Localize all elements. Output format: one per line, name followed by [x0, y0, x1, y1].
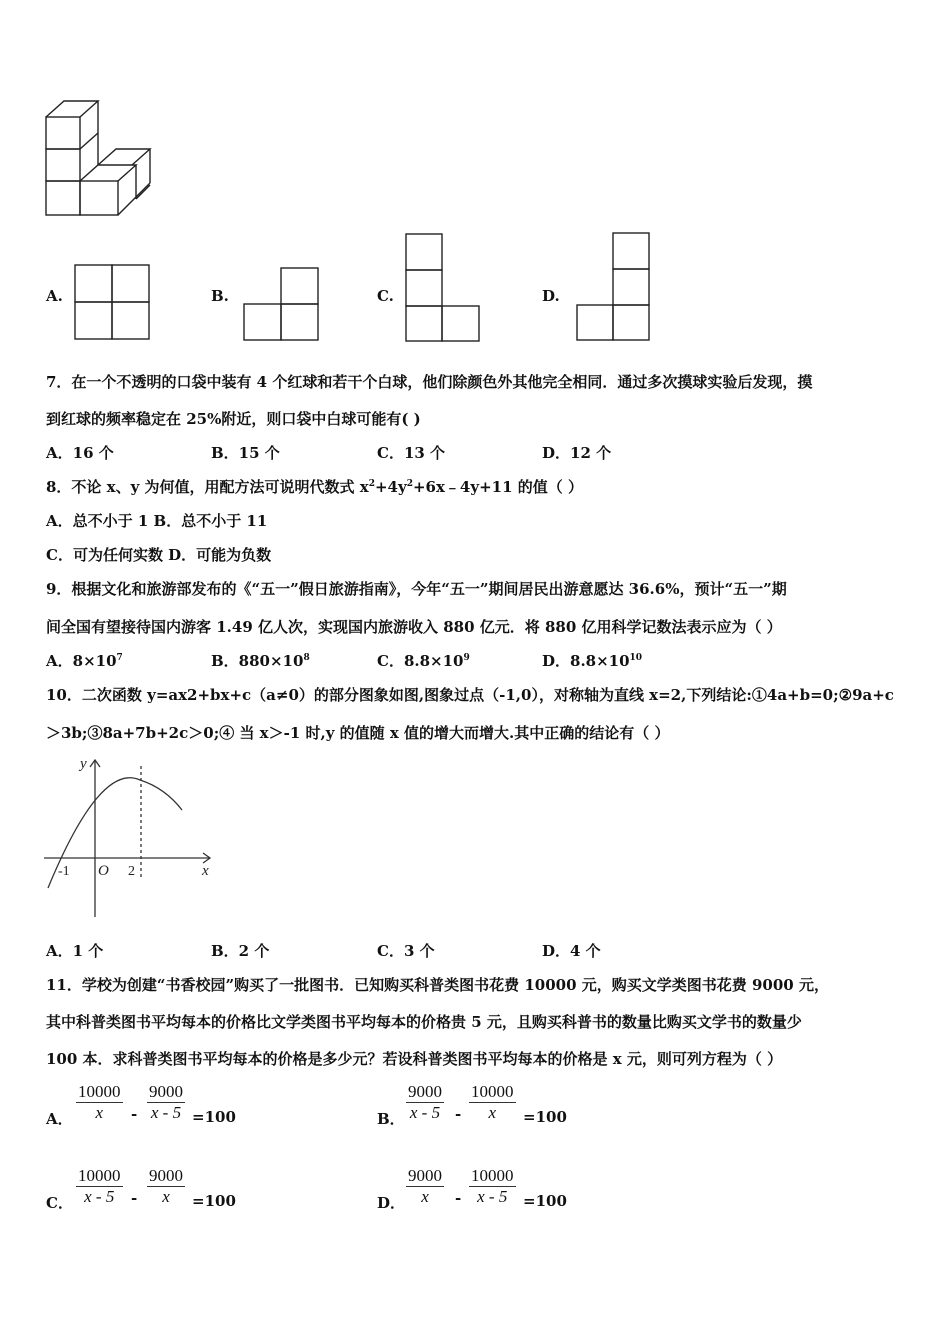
q9-stem-line-2: 间全国有望接待国内游客 1.49 亿人次，实现国内旅游收入 880 亿元．将 880 亿用科学记数法表示应为（ ） [46, 618, 782, 636]
q9-option-b-exponent: 8 [303, 653, 310, 663]
denominator: x [95, 1103, 104, 1122]
q9-option-c-exponent: 9 [463, 653, 470, 663]
q11-option-d-fraction-2 [469, 1166, 516, 1207]
q9-option-a-base: A．8×10 [46, 652, 117, 670]
minus-sign: - [131, 1105, 138, 1123]
q6-option-c-label: C. [377, 287, 394, 305]
q8-stem-part-a: 8．不论 x、y 为何值，用配方法可说明代数式 x [46, 478, 369, 496]
minus-sign: - [455, 1105, 462, 1123]
q11-option-d-fraction-1 [406, 1166, 444, 1207]
q11-option-d-rhs: =100 [523, 1192, 567, 1210]
denominator: x - 5 [84, 1187, 115, 1206]
q9-option-c-base: C．8.8×10 [377, 652, 464, 670]
q10-stem-line-1: 10．二次函数 y=ax2+bx+c（a≠0）的部分图象如图,图象过点（-1,0），对称轴为直线 x=2,下列结论:①4a+b=0;②9a+c [46, 686, 894, 704]
numerator: 10000 [471, 1166, 514, 1185]
q8-options-row-2: C．可为任何实数 D．可能为负数 [46, 546, 272, 564]
q10-option-c: C．3 个 [377, 942, 435, 960]
q10-parabola-graph [40, 752, 220, 922]
denominator: x - 5 [409, 1103, 441, 1122]
numerator: 9000 [149, 1166, 183, 1185]
q10-y-label: y [80, 756, 87, 772]
q9-option-b-base: B．880×10 [211, 652, 304, 670]
q8-stem-part-c: +6x﹣4y+11 的值（ ） [412, 478, 583, 496]
q10-option-d: D．4 个 [542, 942, 601, 960]
numerator: 9000 [408, 1166, 442, 1185]
q9-option-b [211, 650, 310, 671]
numerator: 10000 [78, 1082, 121, 1101]
q11-option-d-label: D． [377, 1194, 406, 1212]
q10-option-a: A．1 个 [46, 942, 104, 960]
denominator: x [421, 1187, 429, 1206]
q11-option-a-fraction-1 [76, 1082, 123, 1123]
q10-two-label: 2 [128, 864, 135, 879]
q6-option-b-figure [243, 267, 321, 343]
q7-stem-line-1: 7．在一个不透明的口袋中装有 4 个红球和若干个白球，他们除颜色外其他完全相同．通过多次摸球实验后发现，摸 [46, 373, 813, 391]
q10-neg1-label: -1 [58, 864, 70, 879]
q9-option-a-exponent: 7 [116, 653, 123, 663]
q11-option-b-rhs: =100 [523, 1108, 567, 1126]
q7-option-a: A．16 个 [46, 444, 114, 462]
numerator: 10000 [78, 1166, 121, 1185]
q7-option-d: D．12 个 [542, 444, 612, 462]
numerator: 9000 [149, 1082, 183, 1101]
q11-option-b-label: B． [377, 1110, 405, 1128]
q10-option-b: B．2 个 [211, 942, 270, 960]
q9-option-c [377, 650, 470, 671]
q8-options-row-1: A．总不小于 1 B．总不小于 11 [46, 512, 268, 530]
q11-option-a-fraction-2 [147, 1082, 185, 1123]
q11-option-c-label: C． [46, 1194, 73, 1212]
q8-superscript-1: 2 [368, 479, 375, 489]
numerator: 10000 [471, 1082, 514, 1101]
q6-option-d-figure [575, 232, 655, 342]
q7-stem-line-2: 到红球的频率稳定在 25%附近，则口袋中白球可能有( ) [46, 410, 421, 428]
q6-option-d-label: D. [542, 287, 560, 305]
q10-x-label: x [202, 863, 209, 879]
q6-option-b-label: B. [211, 287, 229, 305]
q11-stem-line-3: 100 本．求科普类图书平均每本的价格是多少元？若设科普类图书平均每本的价格是 x 元，则可列方程为（ ） [46, 1050, 783, 1068]
denominator: x [488, 1103, 497, 1122]
q11-option-c-fraction-1 [76, 1166, 123, 1207]
q11-option-c-fraction-2 [147, 1166, 185, 1207]
q10-origin-label: O [98, 863, 109, 879]
denominator: x [162, 1187, 170, 1206]
q9-option-d [542, 650, 642, 671]
q11-stem-line-2: 其中科普类图书平均每本的价格比文学类图书平均每本的价格贵 5 元，且购买科普书的数量比购买文学书的数量少 [46, 1013, 802, 1031]
q10-stem-line-2: ＞3b;③8a+7b+2c＞0;④ 当 x＞-1 时,y 的值随 x 值的增大而增大.其中正确的结论有（ ） [46, 724, 670, 742]
q11-option-c-rhs: =100 [192, 1192, 236, 1210]
q8-stem [46, 476, 583, 497]
numerator: 9000 [408, 1082, 442, 1101]
q9-option-a [46, 650, 123, 671]
q9-option-d-base: D．8.8×10 [542, 652, 630, 670]
q8-stem-part-b: +4y [374, 478, 407, 496]
denominator: x - 5 [477, 1187, 508, 1206]
cube-stack-figure [40, 95, 160, 220]
q11-option-b-fraction-1 [406, 1082, 444, 1123]
q6-option-a-label: A. [46, 287, 63, 305]
q9-option-d-exponent: 10 [629, 653, 643, 663]
q6-option-c-figure [405, 233, 483, 343]
q7-option-b: B．15 个 [211, 444, 280, 462]
q11-option-b-fraction-2 [469, 1082, 516, 1123]
q11-option-a-label: A． [46, 1110, 73, 1128]
minus-sign: - [131, 1189, 138, 1207]
q6-option-a-figure [74, 264, 152, 342]
q9-stem-line-1: 9．根据文化和旅游部发布的《“五一”假日旅游指南》，今年“五一”期间居民出游意愿达 36.6%，预计“五一”期 [46, 580, 787, 598]
q8-superscript-2: 2 [406, 479, 413, 489]
q11-option-a-rhs: =100 [192, 1108, 236, 1126]
q7-option-c: C．13 个 [377, 444, 446, 462]
q11-stem-line-1: 11．学校为创建“书香校园”购买了一批图书．已知购买科普类图书花费 10000 元，购买文学类图书花费 9000 元， [46, 976, 829, 994]
minus-sign: - [455, 1189, 462, 1207]
denominator: x - 5 [150, 1103, 182, 1122]
